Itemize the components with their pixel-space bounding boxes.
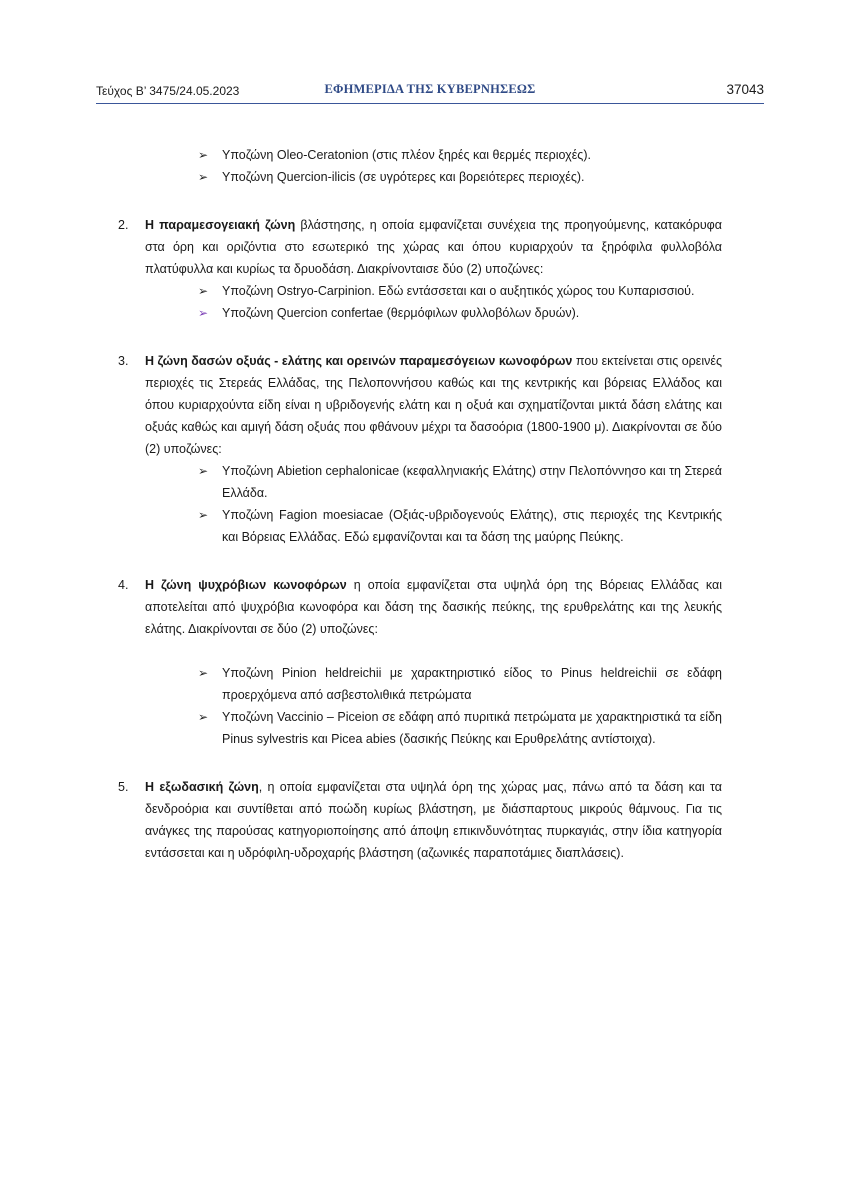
arrow-bullet-icon: ➢ <box>198 170 209 184</box>
page-header <box>96 82 764 104</box>
arrow-bullet-icon: ➢ <box>198 710 209 724</box>
gazette-title: ΕΦΗΜΕΡΙΔΑ ΤΗΣ ΚΥΒΕΡΝΗΣΕΩΣ <box>324 82 536 96</box>
arrow-bullet-icon: ➢ <box>198 464 209 478</box>
zone-title: Η παραμεσογειακή ζώνη <box>145 218 296 232</box>
subzone-text: Υποζώνη Ostryo-Carpinion. Εδώ εντάσσεται και ο αυξητικός χώρος του Κυπαρισσιού. <box>222 284 695 298</box>
subzone-text: Υποζώνη Vaccinio – Piceion σε εδάφη από πυριτικά πετρώματα με χαρακτηριστικά τα είδη Pinus sylvestris και Picea abies (δασικής Πεύκης και Ερυθρελάτης αντίστοιχα). <box>222 710 722 746</box>
zone-number: 3. <box>118 354 129 368</box>
zone-item-2 <box>118 214 722 280</box>
subzone-item <box>198 460 722 504</box>
arrow-bullet-icon: ➢ <box>198 508 209 522</box>
arrow-bullet-icon: ➢ <box>198 306 209 320</box>
zone-item-5 <box>118 776 722 864</box>
issue-reference: Τεύχος Β’ 3475/24.05.2023 <box>96 84 240 98</box>
subzone-item <box>198 166 722 188</box>
zone-item-4 <box>118 574 722 640</box>
arrow-bullet-icon: ➢ <box>198 148 209 162</box>
document-body <box>118 144 722 864</box>
header-rule <box>96 103 764 104</box>
zone-number: 5. <box>118 780 129 794</box>
zone-item-3 <box>118 350 722 460</box>
zone-description: , η οποία εμφανίζεται στα υψηλά όρη της χώρας μας, πάνω από τα δάση και τα δενδροόρια και συντίθεται από ποώδη κυρίως βλάστηση, με διάσπαρτους μικρούς θάμνους. Για τις ανάγκες της παρούσας κατηγοριοποίησης από άποψη επικινδυνότητας πυρκαγιάς, στην ίδια κατηγορία εντάσσεται και η υδρόφιλη-υδροχαρής βλάστηση (αζωνικές παραποτάμιες διαπλάσεις). <box>145 780 722 860</box>
arrow-bullet-icon: ➢ <box>198 284 209 298</box>
subzone-text: Υποζώνη Fagion moesiacae (Οξιάς-υβριδογενούς Ελάτης), στις περιοχές της Κεντρικής και Βόρειας Ελλάδας. Εδώ εμφανίζονται και τα δάση της μαύρης Πεύκης. <box>222 508 722 544</box>
subzone-text: Υποζώνη Oleo-Ceratonion (στις πλέον ξηρές και θερμές περιοχές). <box>222 148 591 162</box>
zone-description: που εκτείνεται στις ορεινές περιοχές τις Στερεάς Ελλάδας, της Πελοποννήσου καθώς και της κεντρικής και βόρειας Ελλάδος και όπου κυριαρχούντα είδη είναι η υβριδογενής ελάτη και η οξυά και σχηματίζονται μικτά δάση ελάτης και οξυάς καθώς και αμιγή δάση οξυάς που φθάνουν μέχρι τα δασοόρια (1800-1900 μ). Διακρίνονται σε δύο (2) υποζώνες: <box>145 354 722 456</box>
page-number: 37043 <box>726 82 764 97</box>
zone-title: Η ζώνη δασών οξυάς - ελάτης και ορεινών παραμεσόγειων κωνοφόρων <box>145 354 573 368</box>
subzone-item <box>198 280 722 302</box>
arrow-bullet-icon: ➢ <box>198 666 209 680</box>
zone-description: βλάστησης, η οποία εμφανίζεται συνέχεια της προηγούμενης, κατακόρυφα στα όρη και οριζόντια στο εσωτερικό της χώρας και όπου κυριαρχούν τα ξηρόφιλα φυλλοβόλα πλατύφυλλα και κυρίως τα δρυοδάση. Διακρίνονταισε δύο (2) υποζώνες: <box>145 218 722 276</box>
subzone-item <box>198 144 722 166</box>
subzone-item <box>198 504 722 548</box>
zone-title: Η εξωδασική ζώνη <box>145 780 259 794</box>
zone-title: Η ζώνη ψυχρόβιων κωνοφόρων <box>145 578 347 592</box>
subzone-text: Υποζώνη Abietion cephalonicae (κεφαλληνιακής Ελάτης) στην Πελοπόννησο και τη Στερεά Ελλάδα. <box>222 464 722 500</box>
zone-number: 2. <box>118 218 129 232</box>
zone-description: η οποία εμφανίζεται στα υψηλά όρη της Βόρειας Ελλάδας και αποτελείται από ψυχρόβια κωνοφόρα και δάση της δασικής πεύκης, της ερυθρελάτης και της λευκής ελάτης. Διακρίνονται σε δύο (2) υποζώνες: <box>145 578 722 636</box>
subzone-item <box>198 662 722 706</box>
subzone-text: Υποζώνη Quercion-ilicis (σε υγρότερες και βορειότερες περιοχές). <box>222 170 585 184</box>
subzone-item <box>198 706 722 750</box>
zone-number: 4. <box>118 578 129 592</box>
subzone-text: Υποζώνη Quercion confertae (θερμόφιλων φυλλοβόλων δρυών). <box>222 306 580 320</box>
subzone-item <box>198 302 722 324</box>
subzone-text: Υποζώνη Pinion heldreichii με χαρακτηριστικό είδος το Pinus heldreichii σε εδάφη προερχόμενα από ασβεστολιθικά πετρώματα <box>222 666 722 702</box>
